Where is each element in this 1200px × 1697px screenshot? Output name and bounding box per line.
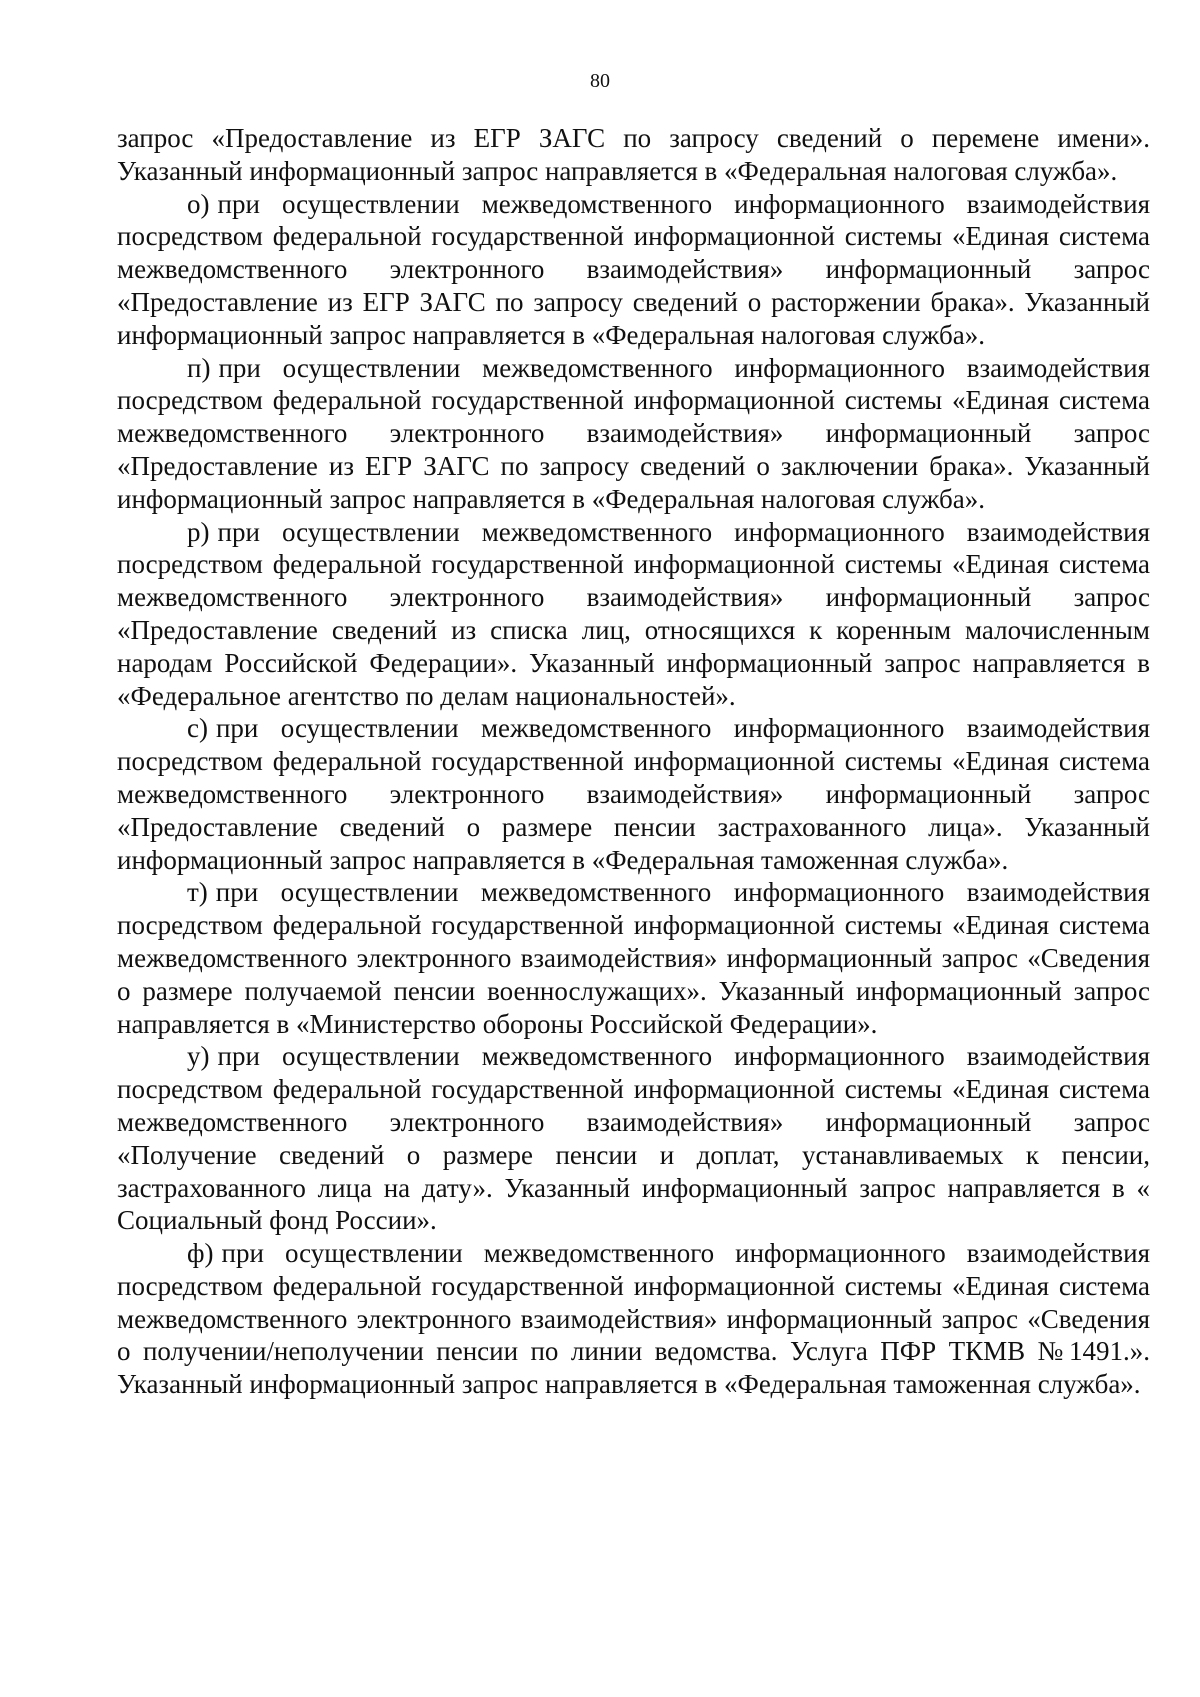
paragraph-text: при осуществлении межведомственного информационного взаимодействия посредством федеральной государственной информационной системы «Единая система межведомственного электронного взаимодействия» информационный запрос «Предоставление из ЕГР ЗАГС по запросу сведений о расторжении брака». Указанный информационный запрос направляется в «Федеральная налоговая служба». [117,188,1150,350]
paragraph-text: при осуществлении межведомственного информационного взаимодействия посредством федеральной государственной информационной системы «Единая система межведомственного электронного взаимодействия» информационный запрос «Получение сведений о размере пенсии и доплат, устанавливаемых к пенсии, застрахованного лица на дату». Указанный информационный запрос направляется в « Социальный фонд России». [117,1041,1150,1236]
item-marker: с) [187,713,208,744]
paragraph-text: запрос «Предоставление из ЕГР ЗАГС по запросу сведений о перемене имени». Указанный информационный запрос направляется в «Федеральная налоговая служба». [117,123,1150,186]
paragraph-item-s [117,712,1150,876]
paragraph-item-o [117,188,1150,352]
paragraph-item-p [117,352,1150,516]
paragraph-item-r [117,516,1150,713]
item-marker: р) [187,516,210,547]
item-marker: п) [187,352,211,383]
item-marker: ф) [187,1238,214,1269]
paragraph-item-f [117,1237,1150,1401]
page-number: 80 [590,70,610,92]
document-body [117,122,1150,1401]
item-marker: о) [187,188,210,219]
item-marker: у) [187,1041,210,1072]
paragraph-text: при осуществлении межведомственного информационного взаимодействия посредством федеральной государственной информационной системы «Единая система межведомственного электронного взаимодействия» информационный запрос «Предоставление сведений из списка лиц, относящихся к коренным малочисленным народам Российской Федерации». Указанный информационный запрос направляется в «Федеральное агентство по делам национальностей». [117,516,1150,711]
paragraph-text: при осуществлении межведомственного информационного взаимодействия посредством федеральной государственной информационной системы «Единая система межведомственного электронного взаимодействия» информационный запрос «Предоставление сведений о размере пенсии застрахованного лица». Указанный информационный запрос направляется в «Федеральная таможенная служба». [117,713,1150,875]
paragraph-item-t [117,876,1150,1040]
paragraph-text: при осуществлении межведомственного информационного взаимодействия посредством федеральной государственной информационной системы «Единая система межведомственного электронного взаимодействия» информационный запрос «Сведения о размере получаемой пенсии военнослужащих». Указанный информационный запрос направляется в «Министерство обороны Российской Федерации». [117,877,1150,1039]
paragraph-text: при осуществлении межведомственного информационного взаимодействия посредством федеральной государственной информационной системы «Единая система межведомственного электронного взаимодействия» информационный запрос «Сведения о получении/неполучении пенсии по линии ведомства. Услуга ПФР ТКМВ №1491.». Указанный информационный запрос направляется в «Федеральная таможенная служба». [117,1238,1150,1400]
item-marker: т) [187,877,208,908]
paragraph-text: при осуществлении межведомственного информационного взаимодействия посредством федеральной государственной информационной системы «Единая система межведомственного электронного взаимодействия» информационный запрос «Предоставление из ЕГР ЗАГС по запросу сведений о заключении брака». Указанный информационный запрос направляется в «Федеральная налоговая служба». [117,352,1150,514]
paragraph-item-u [117,1040,1150,1237]
paragraph-continuation [117,122,1150,188]
